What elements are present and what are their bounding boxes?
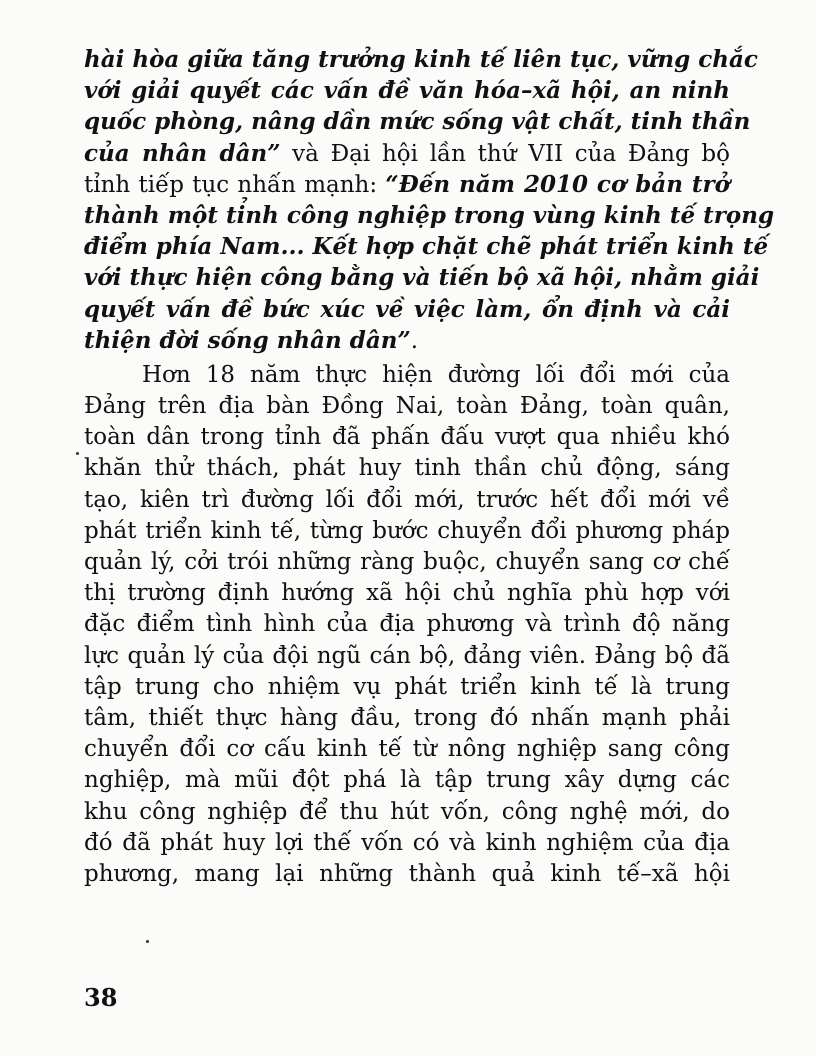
text-line: tâm, thiết thực hàng đầu, trong đó nhấn mạnh phải [84,704,730,731]
text-line: phương, mang lại những thành quả kinh tế–xã hội [84,860,730,887]
text-line: chuyển đổi cơ cấu kinh tế từ nông nghiệp sang công [84,736,730,763]
text-line: tạo, kiên trì đường lối đổi mới, trước hết đổi mới về [84,486,730,513]
page-number: 38 [84,983,118,1012]
scan-speck [146,940,149,943]
text-line: điểm phía Nam... Kết hợp chặt chẽ phát triển kinh tế [84,233,769,261]
scan-speck [76,452,79,455]
text-line: tập trung cho nhiệm vụ phát triển kinh tế là trung [84,673,730,700]
text-line: nghiệp, mà mũi đột phá là tập trung xây dựng các [84,767,730,794]
text-line: đó đã phát huy lợi thế vốn có và kinh nghiệm của địa [84,829,730,856]
text-line: quyết vấn đề bức xúc về việc làm, ổn định và cải [84,295,730,323]
paragraph-quote-continuation [84,44,775,356]
text-line: Hơn 18 năm thực hiện đường lối đổi mới của [142,361,730,388]
text-line: quản lý, cởi trói những ràng buộc, chuyển sang cơ chế [84,549,730,575]
text-line: thành một tỉnh công nghiệp trong vùng kinh tế trọng [84,201,775,229]
text-line: của nhân dân” và Đại hội lần thứ VII của Đảng bộ [84,139,730,167]
text-line: thị trường định hướng xã hội chủ nghĩa phù hợp với [84,580,730,607]
text-line: với thực hiện công bằng và tiến bộ xã hội, nhằm giải [84,264,760,292]
text-line: khăn thử thách, phát huy tinh thần chủ động, sáng [84,455,730,482]
body-text [84,44,775,890]
text-line: hài hòa giữa tăng trưởng kinh tế liên tục, vững chắc [84,46,758,73]
text-line: khu công nghiệp để thu hút vốn, công nghệ mới, do [84,798,730,825]
paragraph-body [84,360,730,890]
text-line: với giải quyết các vấn đề văn hóa–xã hội, an ninh [84,77,730,105]
text-line: tỉnh tiếp tục nhấn mạnh: “Đến năm 2010 cơ bản trở [84,170,730,198]
text-line: lực quản lý của đội ngũ cán bộ, đảng viên. Đảng bộ đã [84,642,730,669]
text-line: quốc phòng, nâng dần mức sống vật chất, tinh thần [84,108,751,136]
text-line: Đảng trên địa bàn Đồng Nai, toàn Đảng, toàn quân, [84,393,730,420]
text-line: thiện đời sống nhân dân”. [84,326,419,354]
text-line: phát triển kinh tế, từng bước chuyển đổi phương pháp [84,517,730,544]
text-line: đặc điểm tình hình của địa phương và trình độ năng [84,611,730,638]
text-line: toàn dân trong tỉnh đã phấn đấu vượt qua nhiều khó [84,424,730,451]
